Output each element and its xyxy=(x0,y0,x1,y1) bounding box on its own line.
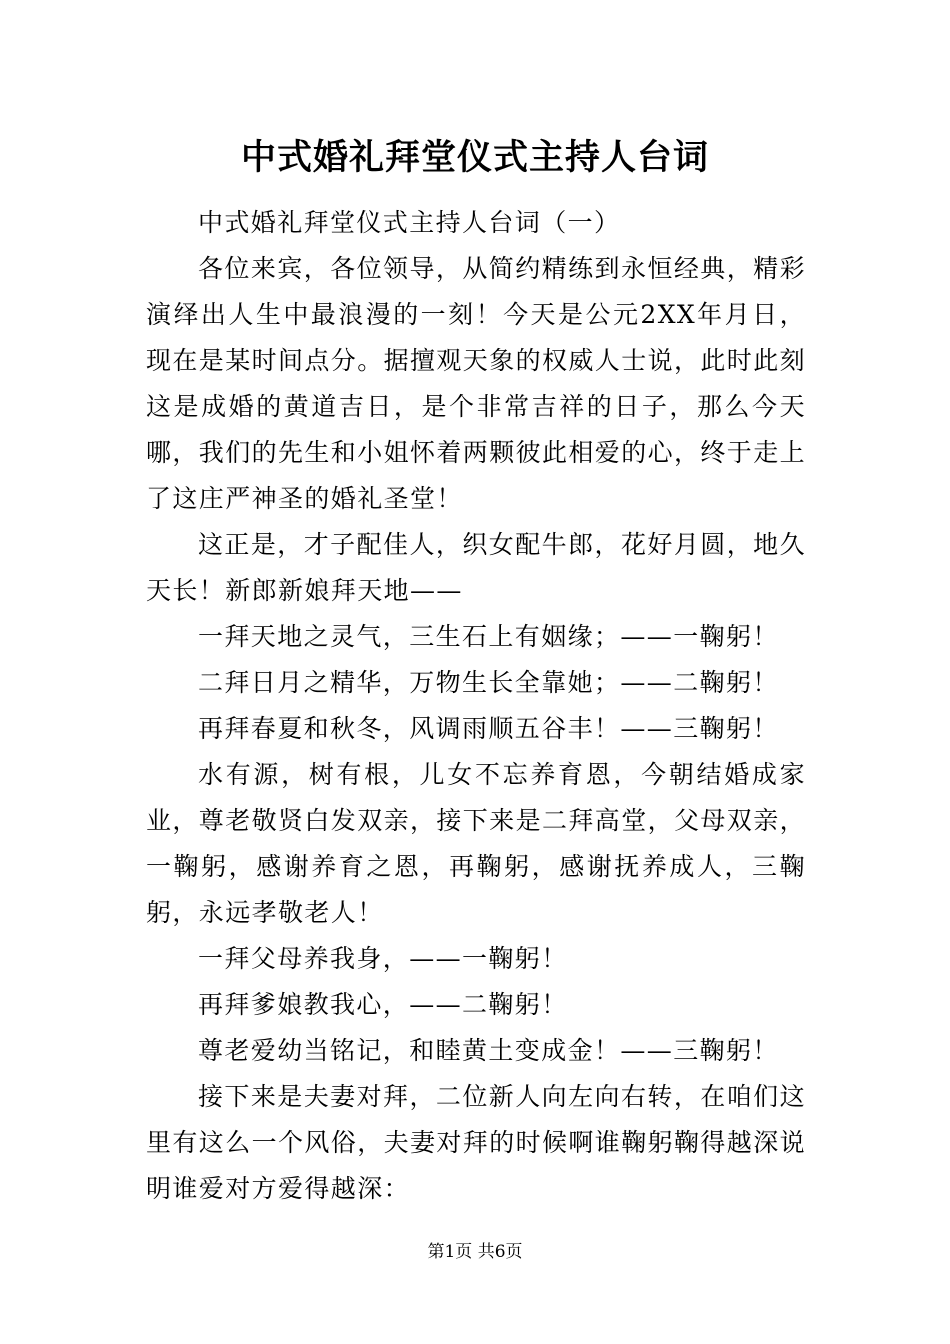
paragraph: 这正是，才子配佳人，织女配牛郎，花好月圆，地久天长！新郎新娘拜天地—— xyxy=(146,530,806,605)
page-footer: 第1页 共6页 xyxy=(427,1242,523,1262)
paragraph: 一拜天地之灵气，三生石上有姻缘；——一鞠躬！ xyxy=(198,622,779,651)
paragraph-subtitle: 中式婚礼拜堂仪式主持人台词（一） xyxy=(198,208,621,237)
paragraph: 再拜爹娘教我心，——二鞠躬！ xyxy=(198,990,568,1019)
paragraph: 一拜父母养我身，——一鞠躬！ xyxy=(198,944,568,973)
paragraph: 再拜春夏和秋冬，风调雨顺五谷丰！——三鞠躬！ xyxy=(198,714,779,743)
document-body xyxy=(146,200,806,1212)
paragraph: 尊老爱幼当铭记，和睦黄土变成金！——三鞠躬！ xyxy=(198,1036,779,1065)
paragraph: 各位来宾，各位领导，从简约精练到永恒经典，精彩演绎出人生中最浪漫的一刻！今天是公元2XX年月日，现在是某时间点分。据擅观天象的权威人士说，此时此刻这是成婚的黄道吉日，是个非常吉祥的日子，那么今天哪，我们的先生和小姐怀着两颗彼此相爱的心，终于走上了这庄严神圣的婚礼圣堂！ xyxy=(146,254,807,513)
document-title: 中式婚礼拜堂仪式主持人台词 xyxy=(240,137,709,178)
paragraph: 二拜日月之精华，万物生长全靠她；——二鞠躬！ xyxy=(198,668,779,697)
paragraph: 水有源，树有根，儿女不忘养育恩，今朝结婚成家业，尊老敬贤白发双亲，接下来是二拜高堂，父母双亲，一鞠躬，感谢养育之恩，再鞠躬，感谢抚养成人，三鞠躬，永远孝敬老人！ xyxy=(146,760,807,927)
paragraph: 接下来是夫妻对拜，二位新人向左向右转，在咱们这里有这么一个风俗，夫妻对拜的时候啊谁鞠躬鞠得越深说明谁爱对方爱得越深： xyxy=(146,1082,807,1203)
